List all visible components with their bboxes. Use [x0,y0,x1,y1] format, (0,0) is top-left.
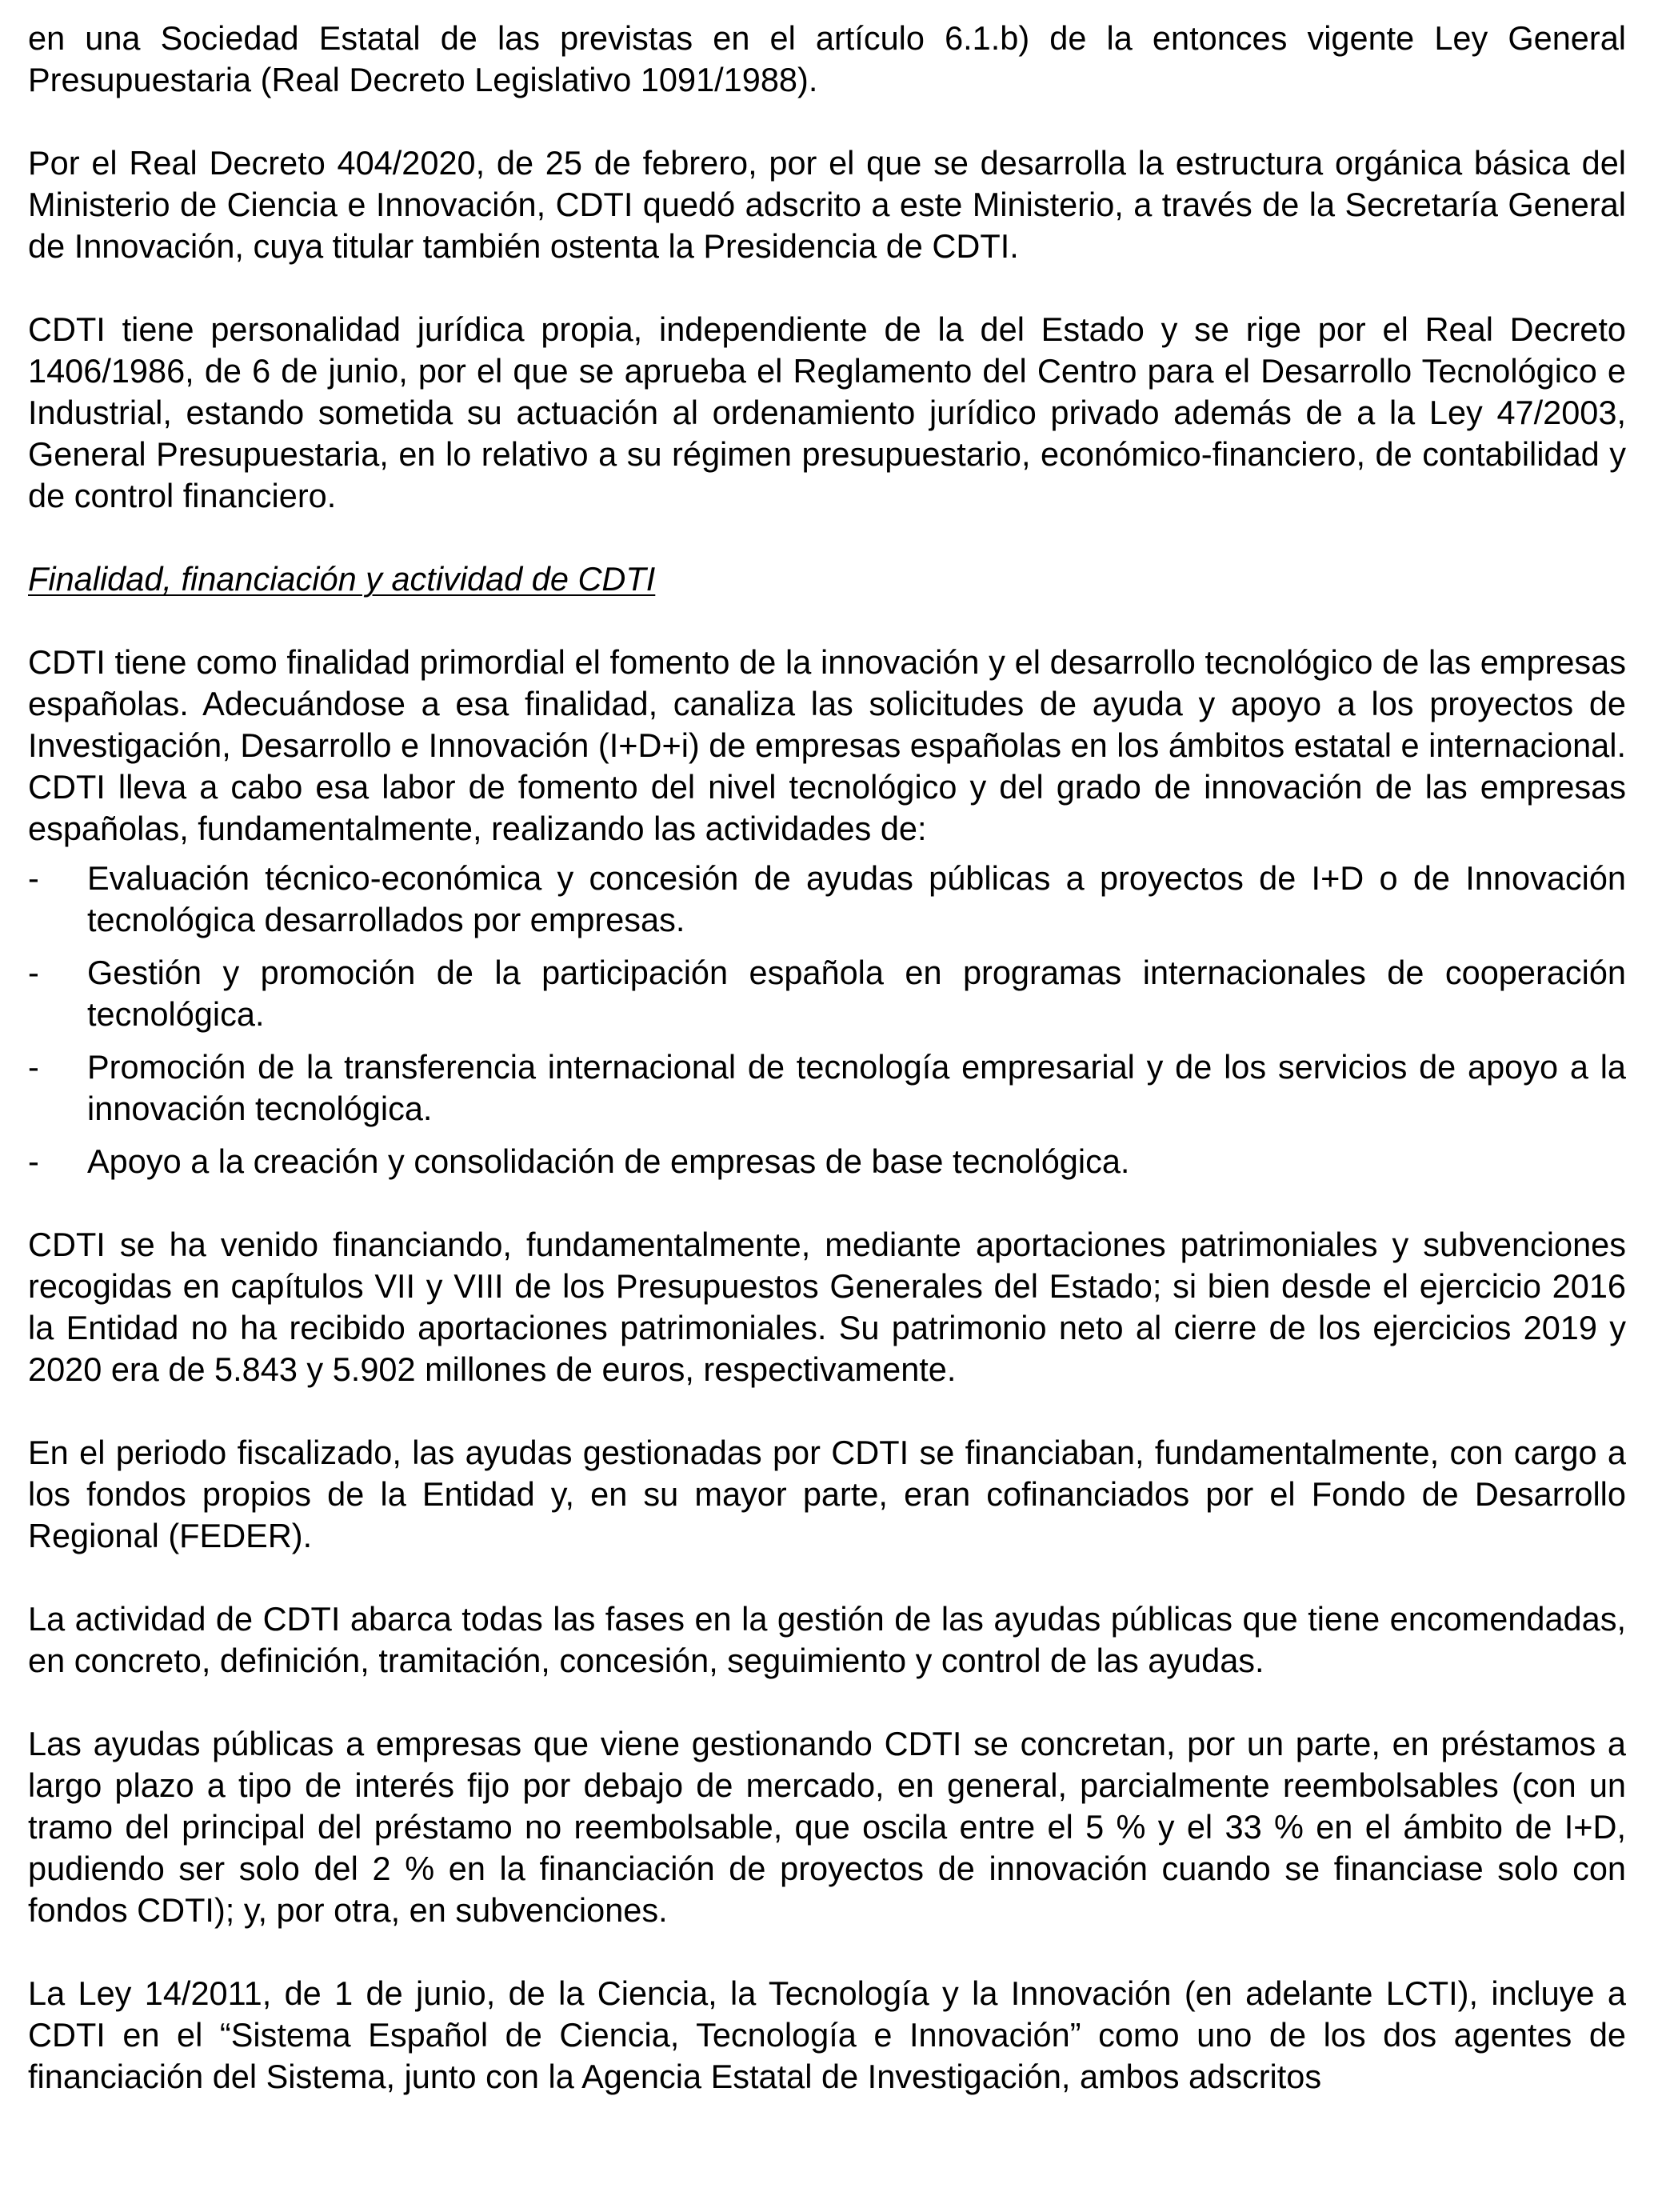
paragraph-ley-14-2011: La Ley 14/2011, de 1 de junio, de la Ciencia, la Tecnología y la Innovación (en adelante LCTI), incluye a CDTI en el “Sistema Español de Ciencia, Tecnología e Innovación” como uno de los dos agentes de financiación del Sistema, junto con la Agencia Estatal de Investigación, ambos adscritos [28,1974,1626,2095]
list-item [28,1046,1626,1130]
list-item-text: Apoyo a la creación y consolidación de empresas de base tecnológica. [87,1142,1130,1180]
paragraph-personalidad-juridica: CDTI tiene personalidad jurídica propia, independiente de la del Estado y se rige por el Real Decreto 1406/1986, de 6 de junio, por el que se aprueba el Reglamento del Centro para el Desarrollo Tecnológico e Industrial, estando sometida su actuación al ordenamiento jurídico privado además de a la Ley 47/2003, General Presupuestaria, en lo relativo a su régimen presupuestario, económico-financiero, de contabilidad y de control financiero. [28,310,1626,514]
paragraph-actividad: La actividad de CDTI abarca todas las fases en la gestión de las ayudas públicas que tiene encomendadas, en concreto, definición, tramitación, concesión, seguimiento y control de las ayudas. [28,1600,1626,1679]
list-item-text: Promoción de la transferencia internacional de tecnología empresarial y de los servicios de apoyo a la innovación tecnológica. [87,1048,1626,1127]
paragraph-financiacion: CDTI se ha venido financiando, fundamentalmente, mediante aportaciones patrimoniales y subvenciones recogidas en capítulos VII y VIII de los Presupuestos Generales del Estado; si bien desde el ejercicio 2016 la Entidad no ha recibido aportaciones patrimoniales. Su patrimonio neto al cierre de los ejercicios 2019 y 2020 era de 5.843 y 5.902 millones de euros, respectivamente. [28,1226,1626,1388]
list-item-text: Evaluación técnico-económica y concesión de ayudas públicas a proyectos de I+D o de Innovación tecnológica desarrollados por empresas. [87,859,1626,938]
dash-bullet: - [28,954,39,991]
paragraph-sociedad-estatal: en una Sociedad Estatal de las previstas en el artículo 6.1.b) de la entonces vigente Ley General Presupuestaria (Real Decreto Legislativo 1091/1988). [28,19,1626,98]
list-item [28,952,1626,1035]
list-item [28,858,1626,941]
activities-list [28,858,1626,1182]
dash-bullet: - [28,1048,39,1086]
section-heading-finalidad: Finalidad, financiación y actividad de CDTI [28,560,656,598]
dash-bullet: - [28,859,39,897]
list-item-text: Gestión y promoción de la participación española en programas internacionales de cooperación tecnológica. [87,954,1626,1033]
document-page [28,18,1626,2139]
paragraph-periodo-fiscalizado: En el periodo fiscalizado, las ayudas gestionadas por CDTI se financiaban, fundamentalmente, con cargo a los fondos propios de la Entidad y, en su mayor parte, eran cofinanciados por el Fondo de Desarrollo Regional (FEDER). [28,1434,1626,1554]
paragraph-finalidad: CDTI tiene como finalidad primordial el fomento de la innovación y el desarrollo tecnológico de las empresas españolas. Adecuándose a esa finalidad, canaliza las solicitudes de ayuda y apoyo a los proyectos de Investigación, Desarrollo e Innovación (I+D+i) de empresas españolas en los ámbitos estatal e internacional. CDTI lleva a cabo esa labor de fomento del nivel tecnológico y del grado de innovación de las empresas españolas, fundamentalmente, realizando las actividades de: [28,643,1626,847]
paragraph-real-decreto-404: Por el Real Decreto 404/2020, de 25 de febrero, por el que se desarrolla la estructura orgánica básica del Ministerio de Ciencia e Innovación, CDTI quedó adscrito a este Ministerio, a través de la Secretaría General de Innovación, cuya titular también ostenta la Presidencia de CDTI. [28,144,1626,265]
dash-bullet: - [28,1142,39,1180]
list-item [28,1141,1626,1182]
paragraph-ayudas-publicas: Las ayudas públicas a empresas que viene gestionando CDTI se concretan, por un parte, en préstamos a largo plazo a tipo de interés fijo por debajo de mercado, en general, parcialmente reembolsables (con un tramo del principal del préstamo no reembolsable, que oscila entre el 5 % y el 33 % en el ámbito de I+D, pudiendo ser solo del 2 % en la financiación de proyectos de innovación cuando se financiase solo con fondos CDTI); y, por otra, en subvenciones. [28,1725,1626,1929]
